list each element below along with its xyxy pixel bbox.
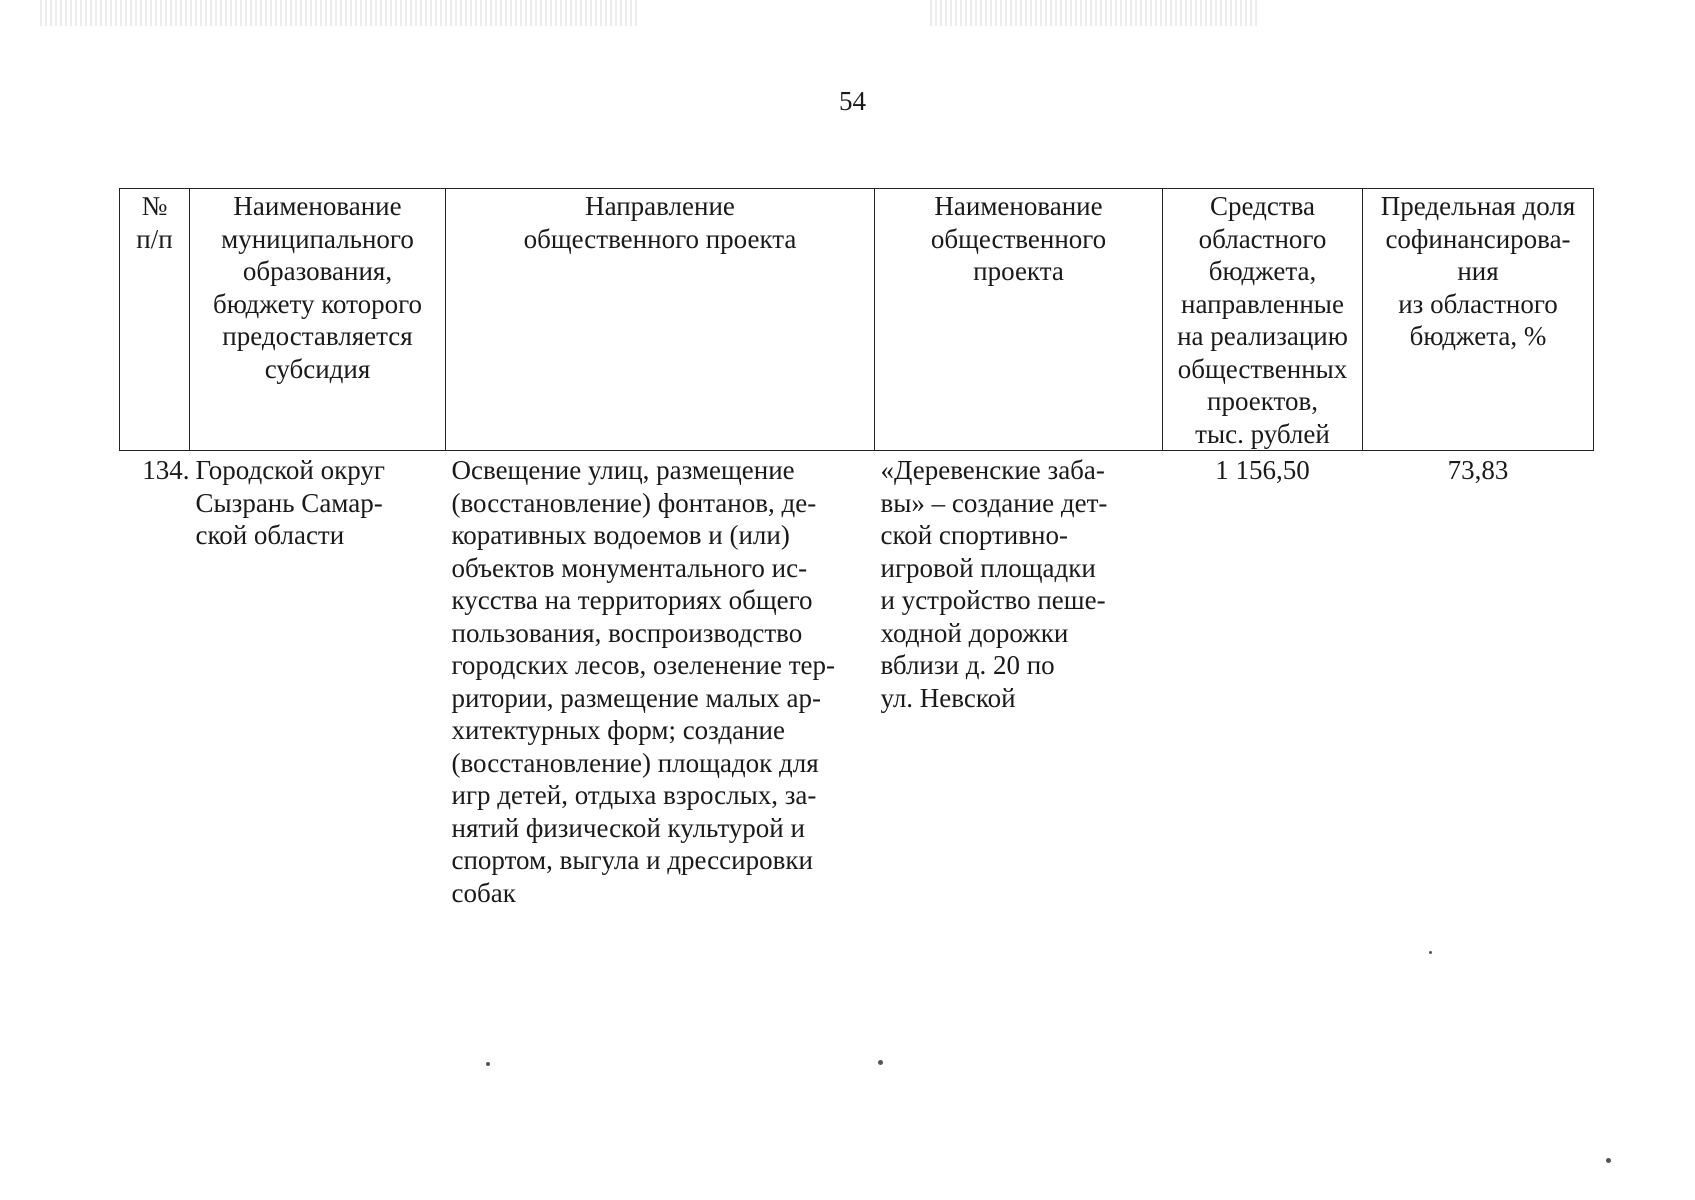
cell-line: городских лесов, озеленение тер- xyxy=(451,650,835,680)
header-row xyxy=(120,189,1594,451)
header-line: бюджета, % xyxy=(1409,321,1547,351)
header-line: предоставляется xyxy=(222,321,413,351)
cell-line: Городской округ xyxy=(195,455,385,485)
header-line: образования, xyxy=(242,256,393,286)
header-funds xyxy=(1163,189,1363,451)
header-line: Направление xyxy=(585,191,735,221)
cell-share: 73,83 xyxy=(1447,455,1509,485)
cell-direction xyxy=(446,451,875,910)
cell-funds: 1 156,50 xyxy=(1215,455,1310,485)
cell-line: ской области xyxy=(195,520,345,550)
header-line: общественных xyxy=(1177,353,1348,384)
header-project-name xyxy=(875,189,1163,451)
header-line: муниципального xyxy=(221,223,414,254)
cell-line: ул. Невской xyxy=(880,682,1016,713)
header-line: Предельная доля xyxy=(1380,191,1576,221)
header-share xyxy=(1363,189,1594,451)
header-municipality xyxy=(190,189,446,451)
cell-line: пользования, воспроизводство xyxy=(451,617,803,648)
cell-line: нятий физической культурой и xyxy=(451,812,805,843)
header-line: проектов, xyxy=(1207,386,1318,416)
header-line: ния xyxy=(1457,256,1499,286)
scan-speck xyxy=(878,1060,883,1065)
cell-line: игр детей, отдыха взрослых, за- xyxy=(451,780,817,810)
cell-line: (восстановление) площадок для xyxy=(451,747,819,778)
cell-number: 134. xyxy=(142,455,190,485)
header-line: бюджету которого xyxy=(213,288,422,319)
header-line: общественного xyxy=(930,223,1107,254)
table-body xyxy=(120,451,1594,910)
cell-line: ской спортивно- xyxy=(880,520,1068,550)
header-line: субсидия xyxy=(264,353,371,384)
scan-artifact-top-left xyxy=(40,0,640,26)
cell-line: Освещение улиц, размещение xyxy=(451,455,795,485)
header-line: направленные xyxy=(1181,288,1344,319)
page-number: 54 xyxy=(839,86,866,116)
header-line: общественного проекта xyxy=(523,223,797,254)
cell-line: коративных водоемов и (или) xyxy=(451,520,790,550)
cell-line: собак xyxy=(451,877,516,908)
cell-line: кусства на территориях общего xyxy=(451,585,813,615)
table-row xyxy=(120,451,1594,910)
cell-line: Сызрань Самар- xyxy=(195,487,383,518)
subsidy-table-container xyxy=(119,188,1593,909)
cell-line: вблизи д. 20 по xyxy=(880,650,1055,680)
header-line: бюджета, xyxy=(1208,256,1317,286)
header-line: областного xyxy=(1198,223,1327,254)
table-header xyxy=(120,189,1594,451)
scan-artifact-top-right xyxy=(930,0,1260,26)
header-line: № xyxy=(141,191,168,221)
scan-speck xyxy=(486,1062,490,1066)
scan-speck xyxy=(1429,951,1432,954)
header-line: проекта xyxy=(973,256,1064,286)
header-line: Наименование xyxy=(233,191,402,221)
header-line: Средства xyxy=(1209,191,1316,221)
header-line: из областного xyxy=(1398,288,1558,319)
header-direction xyxy=(446,189,875,451)
cell-line: игровой площадки xyxy=(880,552,1096,583)
cell-project-name xyxy=(875,451,1163,910)
header-line: п/п xyxy=(136,223,173,254)
cell-line: ритории, размещение малых ар- xyxy=(451,682,821,713)
cell-line: и устройство пеше- xyxy=(880,585,1106,615)
scan-speck xyxy=(1606,1158,1611,1163)
cell-line: ходной дорожки xyxy=(880,617,1069,648)
cell-line: спортом, выгула и дрессировки xyxy=(451,845,813,875)
header-line: софинансирова- xyxy=(1385,223,1571,254)
cell-line: (восстановление) фонтанов, де- xyxy=(451,487,817,518)
cell-municipality xyxy=(190,451,446,910)
header-line: на реализацию xyxy=(1177,321,1348,351)
cell-line: объектов монументального ис- xyxy=(451,552,808,583)
cell-line: вы» – создание дет- xyxy=(880,487,1108,518)
header-line: тыс. рублей xyxy=(1195,418,1330,449)
cell-line: хитектурных форм; создание xyxy=(451,715,785,745)
subsidy-table xyxy=(119,188,1594,909)
header-number xyxy=(120,189,190,451)
cell-line: «Деревенские заба- xyxy=(880,455,1105,485)
header-line: Наименование xyxy=(934,191,1103,221)
